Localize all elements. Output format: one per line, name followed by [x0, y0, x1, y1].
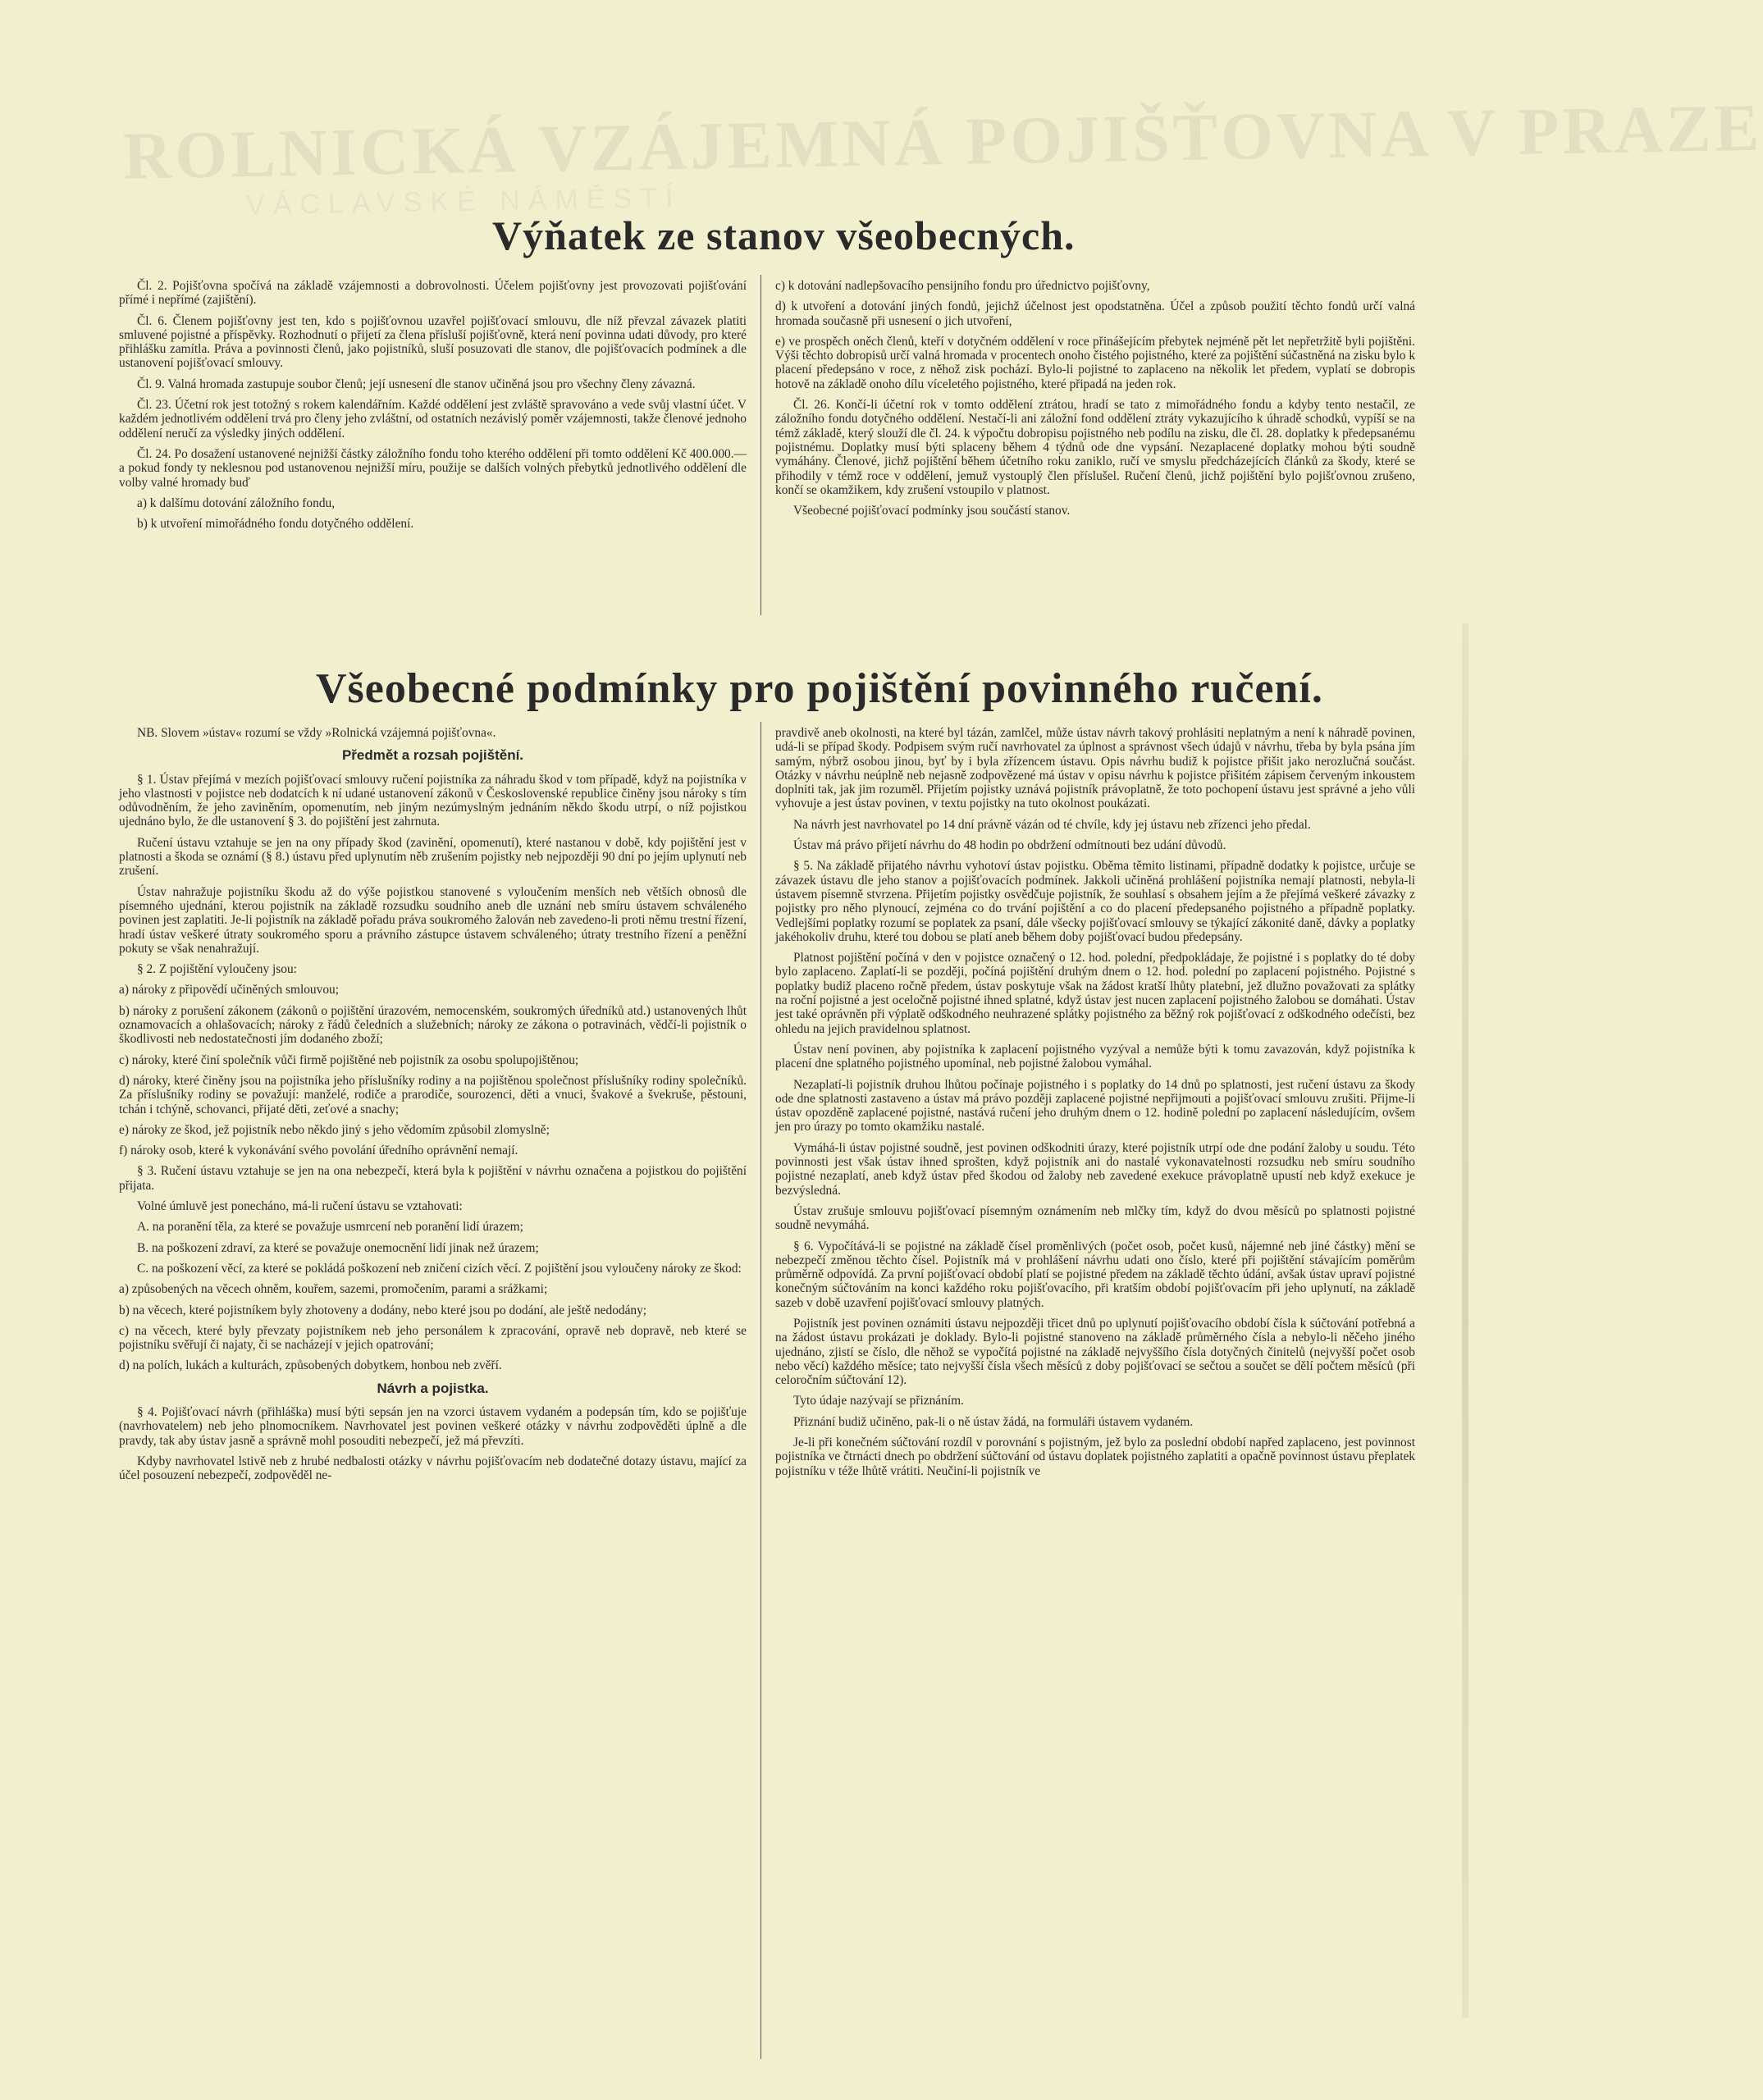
paragraph: § 4. Pojišťovací návrh (přihláška) musí býti sepsán jen na vzorci ústavem vydaném a podepsán tím, kdo se pojišťuje (navrhovatelem) neb jeho plnomocníkem. Navrhovatel jest povinen veškeré otázky v návrhu zodpověděti úplně a dle pravdy, tak aby ústav jasně a správně mohl posouditi nebezpečí, jež má převzíti.	[119, 1404, 747, 1448]
list-item: f) nároky osob, které k vykonávání svého povolání úředního oprávnění nemají.	[119, 1144, 518, 1158]
paragraph: Ústav má právo přijetí návrhu do 48 hodin po obdržení odmítnouti bez udání důvodů.	[793, 838, 1226, 853]
heading: Návrh a pojistka.	[377, 1380, 489, 1396]
paragraph: Kdyby navrhovatel lstivě neb z hrubé nedbalosti otázky v návrhu pojišťovacím neb dodatečné dotazy ústavu, mající za účel posouzení nebezpečí, zodpověděl ne-	[119, 1454, 747, 1483]
list-item: b) k utvoření mimořádného fondu dotyčného oddělení.	[137, 517, 414, 532]
column-divider	[760, 722, 761, 2059]
paragraph: Je-li při konečném súčtování rozdíl v porovnání s pojistným, jež bylo za poslední období napřed zaplaceno, jest povinnost pojistníka ve čtrnácti dnech po obdržení súčtování od ústavu doplatek pojistného zaplatiti a opačně povinnost ústavu přeplatek pojistníku v téže lhůtě vrátiti. Neučiní-li pojistník ve	[775, 1436, 1415, 1478]
list-item: c) nároky, které činí společník vůči firmě pojištěné neb pojistník za osobu spolupojištěnou;	[119, 1052, 579, 1067]
paragraph: Platnost pojištění počíná v den v pojistce označený o 12. hod. polední, předpokládaje, že pojistné i s poplatky do té doby bylo zaplaceno. Zaplatí-li se později, počíná pojištění druhým dnem o 12. hod. polední po zaplacení pojistného. Pojistné s poplatky budiž placeno ročně předem, ústav poskytuje však na žádost kratší lhůty platební, jež dlužno považovati za splátky na roční pojistné a jest oceločně pojistné ihned splatné, když ústav jest nucen zaplacení pojistného žalobou se domáhati. Ústav jest také oprávněn při výplatě odškodného neuhrazené splátky pojistného za běžný rok pojišťovací z odškodného odečísti, bez ohledu na jejich pravidelnou splatnost.	[775, 951, 1415, 1036]
paragraph: Čl. 24. Po dosažení ustanovené nejnižší částky záložního fondu toho kterého oddělení při tomto oddělení Kč 400.000.— a pokud fondy ty neklesnou pod ustanovenou nejnižší míru, použije se dalších volných přebytků jednotlivého oddělení dle volby valné hromady buď	[119, 446, 747, 490]
column-divider	[760, 275, 761, 615]
list-item: a) způsobených na věcech ohněm, kouřem, sazemi, promočením, parami a srážkami;	[119, 1282, 548, 1297]
list-item: e) ve prospěch oněch členů, kteří v dotyčném oddělení v roce přinášejícím přebytek nejméně pět let nepřetržitě byli pojištěni. Výši těchto dobropisů určí valná hromada v procentech onoho čistého pojistného, které za pojištění súčastněná na zisku bylo k placení předepsáno v roce, z něhož zisk pochází. Bylo-li pojistné to zaplaceno na několik let předem, vyplatí se dobropis hotově na základě onoho dílu víceletého pojistného, které připadá na jeden rok.	[775, 334, 1416, 391]
paragraph: Nezaplatí-li pojistník druhou lhůtou počínaje pojistného i s poplatky do 14 dnů po splatnosti, jest ručení ústavu za škody ode dne splatnosti zastaveno a ústav má právo později zaplacené pojistné nepřijmouti a pojišťovací smlouvu zrušiti. Přijme-li ústav opozděně zaplacené pojistné, nastává ručení jeho druhým dnem o 12. hodině polední po zaplacení následujícím, ovšem jen pro úrazy po tomto okamžiku nastalé.	[775, 1077, 1415, 1134]
paragraph: Ústav není povinen, aby pojistníka k zaplacení pojistného vyzýval a nemůže býti k tomu zavazován, když pojistníka k placení dne splatného pojistného upomínal, neb pojistné žalobou vymáhal.	[775, 1042, 1415, 1071]
list-item: a) k dalšímu dotování záložního fondu,	[137, 495, 336, 510]
list-item: d) na polích, lukách a kulturách, způsobených dobytkem, honbou neb zvěří.	[119, 1358, 502, 1373]
note: NB. Slovem »ústav« rozumí se vždy »Rolnická vzájemná pojišťovna«.	[137, 726, 496, 740]
paragraph: § 6. Vypočítává-li se pojistné na základě čísel proměnlivých (počet osob, počet kusů, nájemné neb jiné částky) mění se nebezpečí změnou těchto čísel. Pojistník má v prohlášení návrhu udati ono číslo, které při pojištění stávajícím poměrům průměrně odpovídá. Za první pojišťovací období platí se pojistné předem na základě těchto údání, avšak ústav upraví pojistné konečným súčtováním na konci každého roku pojišťovacího, při kratším období pojišťovacím při jeho uplynutí, na základě sazeb v době uzavření pojišťovací smlouvy platných.	[775, 1239, 1415, 1310]
paragraph: Pojistník jest povinen oznámiti ústavu nejpozději třicet dnů po uplynutí pojišťovacího období čísla k súčtování potřebná a na žádost ústavu prokázati je doklady. Bylo-li pojistné stanoveno na základě průměrného čísla a nebylo-li něčeho jiného ujednáno, zjistí se číslo, dle něhož se vypočítá pojistné na základě nejvyššího čísla dotyčných činitelů (nejvyšší počet osob nebo věcí) každého měsíce; tato nejvyšší čísla všech měsíců z doby pojišťovací se sečtou a součet se dělí počtem měsíců (při celoročním súčtování 12).	[775, 1316, 1415, 1388]
paragraph: Ústav nahražuje pojistníku škodu až do výše pojistkou stanovené s vyloučením menších neb větších obnosů dle písemného ujednání, kterou pojistník na základě rozsudku soudního aneb dle uznání neb smíru ústavem schváleného povinen jest zaplatiti. Je-li pojistník na základě pořadu práva soukromého žalován neb zavedeno-li proti němu trestní řízení, hradí ústav veškeré útraty soukromého sporu a právního zástupce ústavem schváleného; útraty trestního řízení a peněžní pokuty se však nenahražují.	[119, 884, 747, 956]
paragraph: Čl. 23. Účetní rok jest totožný s rokem kalendářním. Každé oddělení jest zvláště spravováno a vede svůj vlastní účet. V každém jednotlivém oddělení trvá pro členy jeho zvláštní, od ostatních nezávislý poměr vzájemnosti, takže členové jednoho oddělení neručí za výsledky jiných oddělení.	[119, 398, 747, 441]
header-watermark-sub: VÁCLAVSKÉ NÁMĚSTÍ	[245, 182, 682, 221]
header-watermark: ROLNICKÁ VZÁJEMNÁ POJIŠŤOVNA V PRAZE	[122, 89, 1763, 194]
paragraph: Čl. 9. Valná hromada zastupuje soubor členů; její usnesení dle stanov učiněná jsou pro všechny členy závazná.	[137, 377, 696, 391]
paragraph: Ručení ústavu vztahuje se jen na ony případy škod (zavinění, opomenutí), které nastanou v době, kdy pojištění jest v platnosti a škoda se oznámí (§ 8.) ústavu před uplynutím něb zrušením pojistky neb nejpozději 90 dní po jejím uplynutí neb zrušení.	[119, 835, 747, 879]
list-item: b) na věcech, které pojistníkem byly zhotoveny a dodány, nebo které jsou po dodání, ale ještě nedodány;	[119, 1303, 647, 1317]
paragraph: § 2. Z pojištění vyloučeny jsou:	[137, 962, 297, 977]
section2-left-column	[119, 726, 747, 1489]
section2-right-column	[775, 726, 1415, 1485]
section2-title: Všeobecné podmínky pro pojištění povinného ručení.	[316, 665, 1323, 712]
paragraph: Čl. 2. Pojišťovna spočívá na základě vzájemnosti a dobrovolnosti. Účelem pojišťovny jest provozovati pojišťování přímé i nepřímé (zajištění).	[119, 279, 747, 308]
paragraph: Přiznání budiž učiněno, pak-li o ně ústav žádá, na formuláři ústavem vydaném.	[793, 1414, 1194, 1429]
list-item: a) nároky z připovědí učiněných smlouvou;	[119, 983, 339, 998]
paragraph: Volné úmluvě jest ponecháno, má-li ručení ústavu se vztahovati:	[137, 1199, 463, 1214]
list-item: c) na věcech, které byly převzaty pojistníkem neb jeho personálem k zpracování, opravě neb dopravě, neb které se pojistníku svěřují či najaty, či se nacházejí v jejich opatrování;	[119, 1323, 747, 1353]
section1-left-column	[119, 279, 747, 537]
list-item: d) k utvoření a dotování jiných fondů, jejichž účelnost jest opodstatněna. Účel a způsob použití těchto fondů určí valná hromada současně při usnesení o jich utvoření,	[775, 299, 1415, 328]
list-item: d) nároky, které činěny jsou na pojistníka jeho příslušníky rodiny a na pojištěnou společnost příslušníky rodiny společníků. Za příslušníky rodiny se považují: manželé, rodiče a prarodiče, sourozenci, děti a vnuci, švakové a švekruše, pěstouni, tchán i tchýně, schovanci, přijaté děti, zeťové a snachy;	[119, 1073, 747, 1116]
edge-shadow	[1462, 623, 1468, 2018]
paragraph: Čl. 6. Členem pojišťovny jest ten, kdo s pojišťovnou uzavřel pojišťovací smlouvu, dle níž převzal závazek platiti smluvené pojistné a příspěvky. Rozhodnutí o přijetí za člena přísluší pojišťovně, která není povinna udati důvody, pro které přihlášku zamítla. Práva a povinnosti členů, jako pojistníků, sluší posuzovati dle stanov, dle pojišťovacích podmínek a dle ustanovení pojišťovací smlouvy.	[119, 313, 747, 371]
paragraph: Všeobecné pojišťovací podmínky jsou součástí stanov.	[793, 504, 1071, 518]
list-item: b) nároky z porušení zákonem (zákonů o pojištění úrazovém, nemocenském, soukromých úředníků atd.) ustanovených lhůt oznamovacích a ohlašovacích; nároky z řádů čeledních a služebních; nároky ze zákona o potravinách, vědčí-li pojistník o škodlivosti neb nedostatečnosti jím dodaného zboží;	[119, 1003, 747, 1047]
paragraph: Vymáhá-li ústav pojistné soudně, jest povinen odškodniti úrazy, které pojistník utrpí ode dne podání žaloby u soudu. Této povinnosti jest však ústav ihned sprošten, když pojistník ani do nastalé vykonavatelnosti rozsudku neb smíru soudního pojistné nezaplatí, aneb když ústav před škodou od žaloby neb zavedené exekuce právoplatně upustí neb když exekuce je bezvýsledná.	[775, 1140, 1415, 1198]
paragraph: Na návrh jest navrhovatel po 14 dní právně vázán od té chvíle, kdy jej ústavu neb zřízenci jeho předal.	[793, 817, 1311, 832]
paragraph: pravdivě aneb okolnosti, na které byl tázán, zamlčel, může ústav návrh takový prohlásiti neplatným a není k náhradě povinen, udá-li se případ škody. Podpisem svým ručí navrhovatel za úplnost a správnost všech údajů v návrhu, třeba by byla psána jím samým, nýbrž osobou jinou, byť by i byla zřízencem ústavu. Opis návrhu budiž k pojistce přišit jako nerozlučná součást. Otázky v návrhu neúplně neb nejasně zodpovězené má ústav v opisu návrhu k pojistce přišitém zápisem červeným inkoustem doplniti tak, jak jim rozuměl. Přijetím pojistky uznává pojistník právoplatně, že toto pochopení ústavu jest správné a jeho vůli vyhovuje a jest ústav povinen, v textu pojistky na tuto okolnost poukázati.	[775, 726, 1415, 811]
section1-title: Výňatek ze stanov všeobecných.	[492, 212, 1076, 258]
paragraph: § 5. Na základě přijatého návrhu vyhotoví ústav pojistku. Oběma těmito listinami, případně dodatky k pojistce, určuje se závazek ústavu dle jeho stanov a pojišťovacích podmínek. Jakkoli učiněná prohlášení pojistníka nemají platnosti, nebyla-li ústavem písemně stvrzena. Přijetím pojistky osvědčuje pojistník, že souhlasí s obsahem jejím a že přejímá veškeré závazky z pojistky pro něho plynoucí, zejména co do trvání pojištění a co do placení předepsaného pojistného a případně poplatky. Vedlejšími poplatky rozumí se poplatek za psaní, dále všecky pojišťovací smlouvy se týkající zákonité daně, dávky a poplatky jakéhokoliv druhu, které tou dobou se platí aneb během doby pojišťovací budou předepsány.	[775, 859, 1415, 944]
paragraph: B. na poškození zdraví, za které se považuje onemocnění lidí jinak než úrazem;	[137, 1240, 539, 1255]
paragraph: § 3. Ručení ústavu vztahuje se jen na ona nebezpečí, která byla k pojištění v návrhu označena a pojistkou do pojištění přijata.	[119, 1164, 747, 1193]
paragraph: Čl. 26. Končí-li účetní rok v tomto oddělení ztrátou, hradí se tato z mimořádného fondu a kdyby tento nestačil, ze záložního fondu dotyčného oddělení. Nestačí-li ani záložní fond oddělení ztráty vykazujícího k úhradě schodků, vypíší se na témž základě, který slouží dle čl. 24. k výpočtu dobropisu pojistného neb podílu na zisku, dle čl. 28. doplatky k předepsanému pojistnému. Doplatky musí býti splaceny během 4 týdnů ode dne vypsání. Nezaplacené doplatky mohou býti soudně vymáhány. Členové, jichž pojištění během účetního roku zaniklo, ručí ve smyslu předcházejících článků za škody, které se přihodily v témž roce v oddělení, jemuž vystouplý člen příslušel. Ručení členů, jichž pojištění bylo pojišťovnou zrušeno, končí se okamžikem, kdy zrušení vstoupilo v platnost.	[775, 398, 1415, 497]
paragraph: § 1. Ústav přejímá v mezích pojišťovací smlouvy ručení pojistníka za náhradu škod v tom případě, když na pojistníka v jeho vlastnosti v pojistce neb dodatcích k ní udané ustanovení zákonů v Československé republice činěny jsou nároky s tím odůvodněním, že jeho zaviněním, opomenutím, neb jiným nezúmyslným jednáním někdo škodu utrpí, o níž pojistkou ujednáno bylo, že dle ustanovení § 3. do pojištění jest zahrnuta.	[119, 772, 747, 829]
paragraph: A. na poranění těla, za které se považuje usmrcení neb poranění lidí úrazem;	[137, 1220, 523, 1235]
section1-right-column	[775, 279, 1415, 524]
list-item: e) nároky ze škod, jež pojistník nebo někdo jiný s jeho vědomím způsobil zlomyslně;	[119, 1122, 550, 1137]
paragraph: Ústav zrušuje smlouvu pojišťovací písemným oznámením neb mlčky tím, když do dvou měsíců po splatnosti pojistné soudně nevymáhá.	[775, 1203, 1415, 1233]
paragraph: Tyto údaje nazývají se přiznáním.	[793, 1394, 964, 1408]
heading: Předmět a rozsah pojištění.	[341, 747, 524, 764]
list-item: c) k dotování nadlepšovacího pensijního fondu pro úřednictvo pojišťovny,	[775, 279, 1150, 293]
paragraph: C. na poškození věcí, za které se pokládá poškození neb zničení cizích věcí. Z pojištění jsou vyloučeny nároky ze škod:	[137, 1261, 742, 1276]
